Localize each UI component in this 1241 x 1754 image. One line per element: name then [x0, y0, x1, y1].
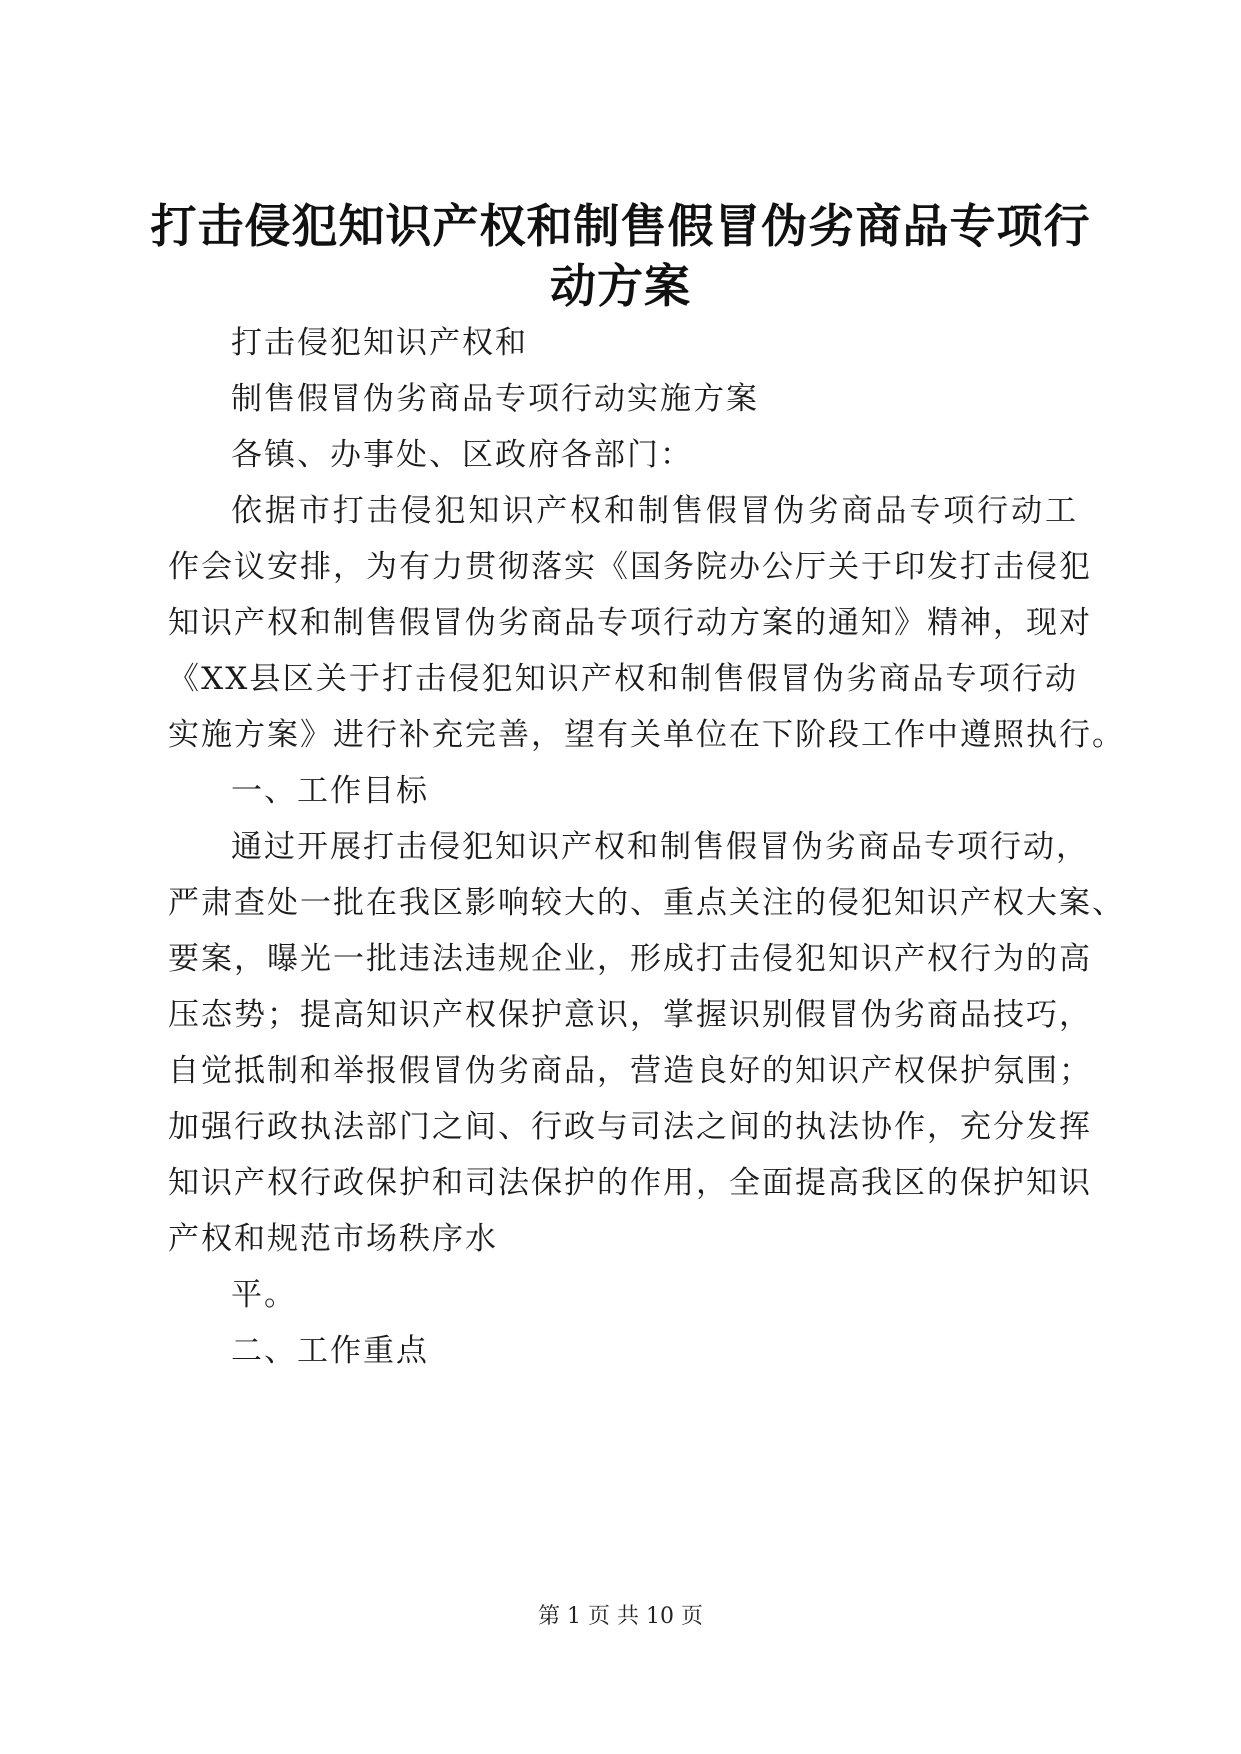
paragraph-line: 《XX县区关于打击侵犯知识产权和制售假冒伪劣商品专项行动: [168, 661, 1078, 697]
paragraph-line: 通过开展打击侵犯知识产权和制售假冒伪劣商品专项行动，: [231, 829, 1089, 865]
document-title-line-2: 动方案: [550, 259, 691, 313]
paragraph-line: 制售假冒伪劣商品专项行动实施方案: [231, 381, 759, 417]
paragraph-line: 平。: [231, 1277, 297, 1313]
section-heading: 二、工作重点: [231, 1333, 429, 1369]
paragraph-line: 实施方案》进行补充完善，望有关单位在下阶段工作中遵照执行。: [168, 717, 1125, 753]
paragraph-line: 知识产权行政保护和司法保护的作用，全面提高我区的保护知识: [168, 1165, 1092, 1201]
paragraph-line: 产权和规范市场秩序水: [168, 1221, 498, 1257]
paragraph-line: 严肃查处一批在我区影响较大的、重点关注的侵犯知识产权大案、: [168, 885, 1125, 921]
document-title-line-1: 打击侵犯知识产权和制售假冒伪劣商品专项行: [150, 199, 1091, 253]
section-heading: 一、工作目标: [231, 773, 429, 809]
paragraph-line: 加强行政执法部门之间、行政与司法之间的执法协作，充分发挥: [168, 1109, 1092, 1145]
paragraph-line: 知识产权和制售假冒伪劣商品专项行动方案的通知》精神，现对: [168, 605, 1092, 641]
paragraph-line: 压态势；提高知识产权保护意识，掌握识别假冒伪劣商品技巧，: [168, 997, 1092, 1033]
paragraph-line: 要案，曝光一批违法违规企业，形成打击侵犯知识产权行为的高: [168, 941, 1092, 977]
paragraph-line: 各镇、办事处、区政府各部门：: [231, 437, 693, 473]
paragraph-line: 打击侵犯知识产权和: [231, 325, 528, 361]
paragraph-line: 自觉抵制和举报假冒伪劣商品，营造良好的知识产权保护氛围；: [168, 1053, 1092, 1089]
page-number-footer: 第 1 页 共 10 页: [538, 1604, 703, 1629]
paragraph-line: 作会议安排，为有力贯彻落实《国务院办公厅关于印发打击侵犯: [168, 549, 1092, 585]
paragraph-line: 依据市打击侵犯知识产权和制售假冒伪劣商品专项行动工: [231, 493, 1078, 529]
